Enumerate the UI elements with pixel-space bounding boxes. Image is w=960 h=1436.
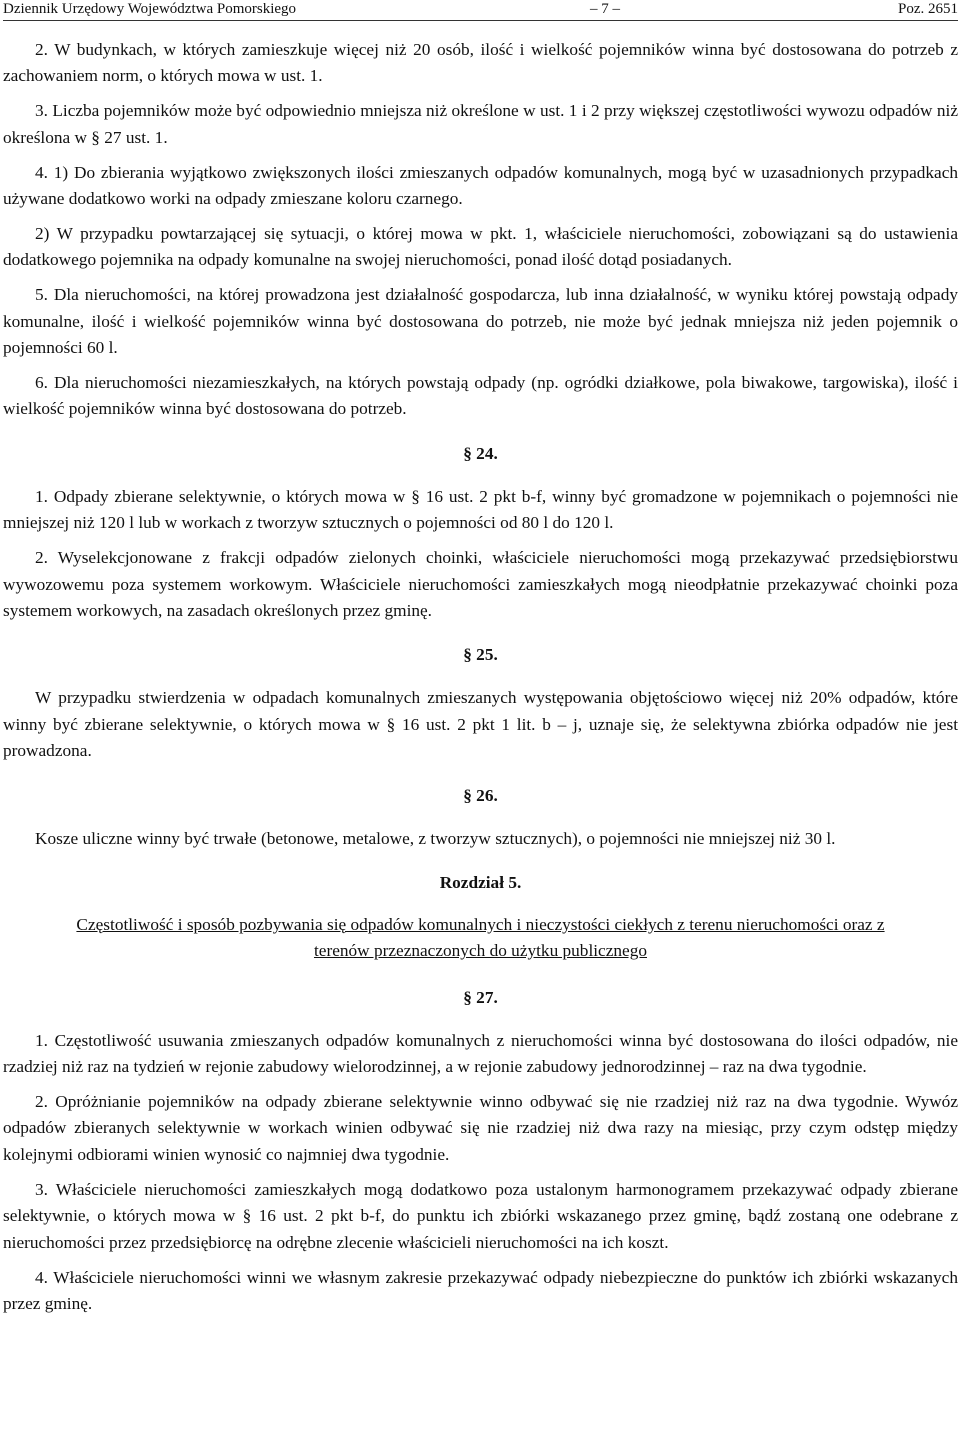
- section-heading: § 27.: [463, 987, 498, 1007]
- section-heading: § 25.: [463, 645, 498, 665]
- paragraph: 3. Liczba pojemników może być odpowiednio mniejsza niż określone w ust. 1 i 2 przy większej częstotliwości wywozu odpadów niż określona w § 27 ust. 1.: [3, 101, 958, 147]
- paragraph: 2) W przypadku powtarzającej się sytuacji, o której mowa w pkt. 1, właściciele nieruchomości, zobowiązani są do ustawienia dodatkowego pojemnika na odpady komunalne na swojej nieruchomości, ponad ilość dotąd posiadanych.: [3, 223, 958, 270]
- paragraph: 1. Częstotliwość usuwania zmieszanych odpadów komunalnych z nieruchomości winna być dostosowana do ilości odpadów, nie rzadziej niż raz na tydzień w rejonie zabudowy wielorodzinnej, a w rejonie zabudowy jednorodzinnej – raz na dwa tygodnie.: [3, 1030, 958, 1077]
- section-heading: § 24.: [463, 443, 498, 463]
- publication-title: Dziennik Urzędowy Województwa Pomorskiego: [3, 1, 297, 17]
- section-heading: § 26.: [463, 785, 498, 805]
- paragraph: Kosze uliczne winny być trwałe (betonowe, metalowe, z tworzyw sztucznych), o pojemności nie mniejszej niż 30 l.: [35, 828, 836, 848]
- page-number: – 7 –: [590, 1, 621, 17]
- page-header: [3, 0, 958, 21]
- chapter-title: Częstotliwość i sposób pozbywania się odpadów komunalnych i nieczystości ciekłych z terenu nieruchomości oraz z terenów przeznaczonych do użytku publicznego: [76, 914, 885, 961]
- paragraph: 5. Dla nieruchomości, na której prowadzona jest działalność gospodarcza, lub inna działalność, w wyniku której powstają odpady komunalne, ilość i wielkość pojemników winna być dostosowana do potrzeb, nie może być jednak mniejsza niż jeden pojemnik o pojemności 60 l.: [3, 285, 958, 358]
- paragraph: 2. Wyselekcjonowane z frakcji odpadów zielonych choinki, właściciele nieruchomości mogą przekazywać przedsiębiorstwu wywozowemu poza systemem workowym. Właściciele nieruchomości zamieszkałych mogą nieodpłatnie przekazywać choinki poza systemem workowych, na zasadach określonych przez gminę.: [3, 548, 958, 620]
- position-number: Poz. 2651: [897, 1, 958, 17]
- document-body: [3, 37, 958, 1317]
- chapter-heading: Rozdział 5.: [439, 872, 522, 892]
- paragraph: W przypadku stwierdzenia w odpadach komunalnych zmieszanych występowania objętościowo więcej niż 20% odpadów, które winny być zbierane selektywnie, o których mowa w § 16 ust. 2 pkt 1 lit. b – j, uznaje się, że selektywna zbiórka odpadów nie jest prowadzona.: [3, 688, 958, 761]
- paragraph: 6. Dla nieruchomości niezamieszkałych, na których powstają odpady (np. ogródki działkowe, pola biwakowe, targowiska), ilość i wielkość pojemników winna być dostosowana do potrzeb.: [3, 372, 958, 419]
- paragraph: 4. Właściciele nieruchomości winni we własnym zakresie przekazywać odpady niebezpieczne do punktów ich zbiórki wskazanych przez gminę.: [3, 1267, 958, 1313]
- paragraph: 4. 1) Do zbierania wyjątkowo zwiększonych ilości zmieszanych odpadów komunalnych, mogą być w uzasadnionych przypadkach używane dodatkowo worki na odpady zmieszane koloru czarnego.: [3, 162, 958, 209]
- paragraph: 3. Właściciele nieruchomości zamieszkałych mogą dodatkowo poza ustalonym harmonogramem przekazywać odpady zbierane selektywnie, o których mowa w § 16 ust. 2 pkt b-f, do punktu ich zbiórki wskazanego przez gminę, bądź zostaną one odebrane z nieruchomości przez przedsiębiorcę na odrębne zlecenie właścicieli nieruchomości na ich koszt.: [3, 1179, 958, 1252]
- paragraph: 2. Opróżnianie pojemników na odpady zbierane selektywnie winno odbywać się nie rzadziej niż raz na dwa tygodnie. Wywóz odpadów zbieranych selektywnie w workach winien odbywać się nie rzadziej niż dwa razy na miesiąc, przy czym odstęp między kolejnymi odbiorami winien wynosić co najmniej dwa tygodnie.: [3, 1092, 958, 1164]
- paragraph: 2. W budynkach, w których zamieszkuje więcej niż 20 osób, ilość i wielkość pojemników winna być dostosowana do potrzeb z zachowaniem norm, o których mowa w ust. 1.: [3, 40, 958, 86]
- paragraph: 1. Odpady zbierane selektywnie, o których mowa w § 16 ust. 2 pkt b-f, winny być gromadzone w pojemnikach o pojemności nie mniejszej niż 120 l lub w workach z tworzyw sztucznych o pojemności od 80 l do 120 l.: [3, 486, 958, 533]
